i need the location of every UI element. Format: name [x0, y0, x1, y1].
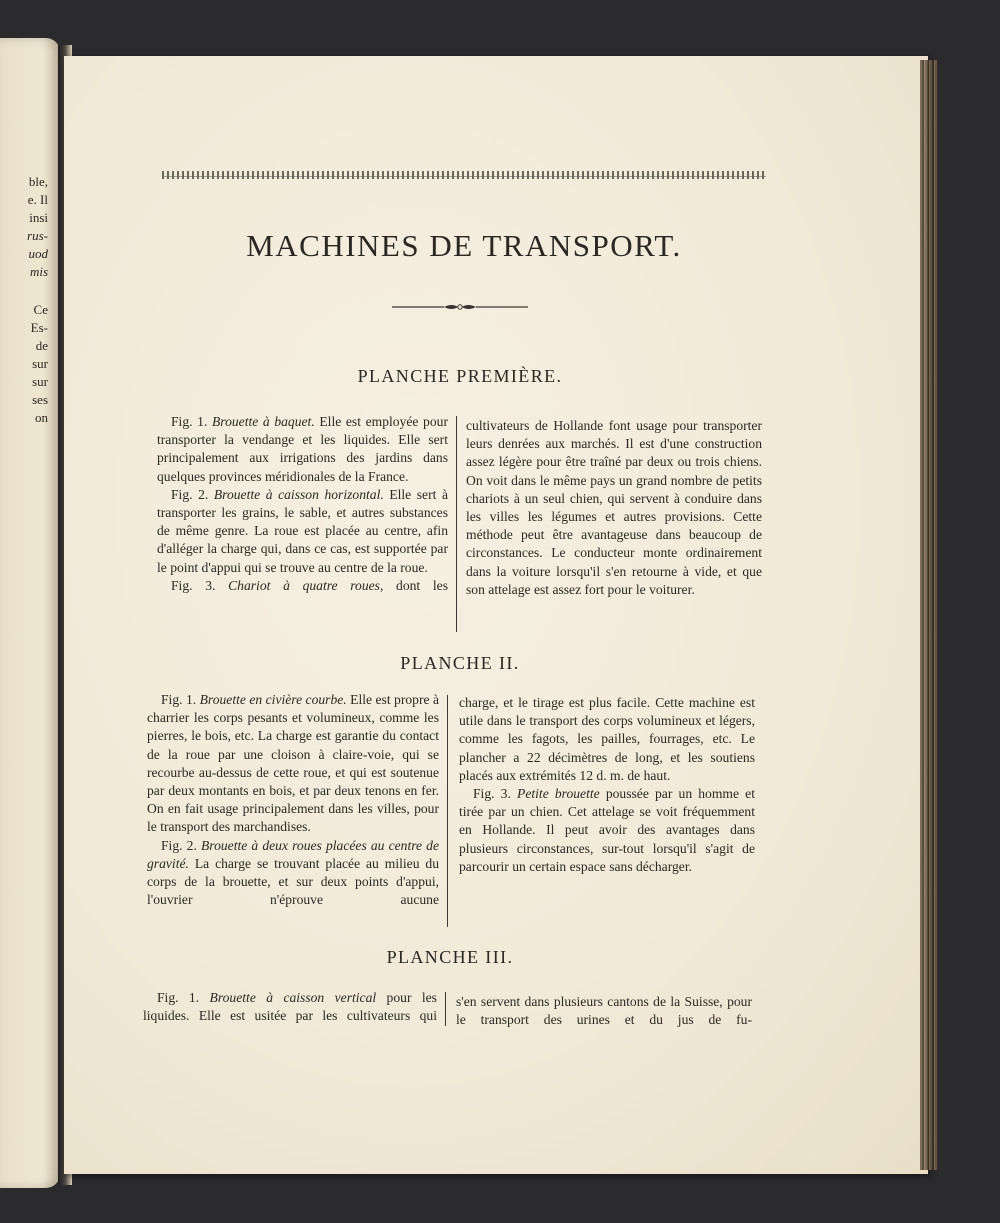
- figure-number: Fig. 2.: [161, 837, 197, 853]
- figure-number: Fig. 3.: [171, 577, 216, 593]
- column-rule: [445, 992, 446, 1026]
- paragraph-text: pour les liquides. Elle est usitée par les cultivateurs qui: [143, 990, 437, 1024]
- left-page-fragment: de: [35, 338, 48, 353]
- left-page-fragment: insi: [29, 210, 48, 225]
- paragraph-text: La charge se trouvant placée au milieu du corps de la brouette, et sur deux points d'appui, l'ouvrier n'éprouve aucune: [147, 855, 439, 908]
- section-heading: PLANCHE III.: [386, 947, 514, 967]
- left-page-fragment: uod: [28, 246, 48, 261]
- figure-number: Fig. 3.: [473, 786, 511, 802]
- figure-caption: Brouette à deux roues placées au centre de gravité.: [147, 837, 439, 871]
- figure-number: Fig. 1.: [157, 990, 200, 1005]
- ornament-divider: [392, 300, 528, 314]
- text-column-right: [459, 694, 755, 876]
- page-title: MACHINES DE TRANSPORT.: [246, 228, 682, 263]
- figure-caption: Brouette à baquet.: [211, 414, 315, 429]
- left-page-fragment: sur: [32, 374, 48, 389]
- section-heading: PLANCHE II.: [400, 653, 520, 673]
- page-edge: [920, 60, 938, 1170]
- paragraph-text: , dont les: [379, 577, 448, 593]
- figure-paragraph: [459, 785, 755, 876]
- left-facing-page: [0, 38, 60, 1188]
- paragraph-text: poussée par un homme et tirée par un chien. Cet attelage se voit fréquemment en Hollande. Il peut avoir des avantages dans plusieurs circonstances, sur-tout lorsqu'il s'agit de parcourir un certain espace sans décharger.: [459, 786, 755, 874]
- left-page-fragment: mis: [29, 264, 48, 279]
- figure-caption: Brouette en civière courbe.: [199, 692, 347, 707]
- left-page-fragment: sur: [32, 356, 48, 371]
- column-rule: [456, 416, 457, 632]
- section-heading: PLANCHE PREMIÈRE.: [357, 366, 563, 386]
- figure-number: Fig. 1.: [161, 692, 197, 707]
- decorative-border: [162, 171, 766, 179]
- paragraph-text: Elle sert à transporter les grains, le sable, et autres substances de même genre. La roue est placée au centre, afin d'alléger la charge qui, dans ce cas, est supportée par le point d'appui qui se trouve au centre de la roue.: [157, 486, 448, 575]
- figure-paragraph: [157, 486, 448, 577]
- figure-paragraph: [143, 989, 437, 1025]
- paragraph-text: cultivateurs de Hollande font usage pour transporter leurs denrées aux marchés. Il est d'une construction assez légère pour être traîné par deux ou trois chiens. On voit dans le même pays un grand nombre de petits chariots à un seul chien, qui servent à conduire dans les villes les légumes et autres provisions. Cette méthode peut être avantageuse dans beaucoup de circonstances. Le conducteur monte ordinairement dans la voiture lorsqu'il s'en retourne à vide, et que son attelage est assez fort pour le voiturer.: [466, 418, 762, 597]
- text-column-right: [456, 993, 752, 1029]
- left-page-fragment: ble,: [28, 174, 48, 189]
- paragraph-text: s'en servent dans plusieurs cantons de la Suisse, pour le transport des urines et du jus de fu-: [456, 994, 752, 1028]
- text-column-left: [143, 989, 437, 1025]
- figure-paragraph: [147, 691, 439, 837]
- left-page-fragment: e. Il: [27, 192, 48, 207]
- left-page-fragment: ses: [32, 392, 48, 407]
- figure-number: Fig. 1.: [171, 414, 208, 429]
- figure-caption: Petite brouette: [517, 786, 600, 802]
- figure-paragraph: [157, 577, 448, 595]
- figure-number: Fig. 2.: [171, 486, 209, 502]
- figure-caption: Brouette à caisson vertical: [209, 990, 377, 1005]
- figure-paragraph: [157, 413, 448, 486]
- left-page-fragment: rus-: [27, 228, 48, 243]
- left-page-fragment: Ce: [33, 302, 48, 317]
- column-rule: [447, 695, 448, 927]
- text-column-left: [157, 413, 448, 595]
- left-page-fragment: Es-: [30, 320, 48, 335]
- paragraph-text: charge, et le tirage est plus facile. Cette machine est utile dans le transport des corps volumineux et légers, comme les fagots, les pailles, fourrages, etc. Le plancher a 22 décimètres de long, et les soutiens placés aux extrémités 12 d. m. de haut.: [459, 695, 755, 783]
- text-column-left: [147, 691, 439, 909]
- paragraph-text: Elle est propre à charrier les corps pesants et volumineux, comme les pierres, le bois, etc. La charge est garantie du contact de la roue par une cloison à claire-voie, qui se recourbe au-dessus de cette roue, et qui est soutenue par deux montants en bois, et par deux tenons en fer. On en fait usage principalement dans les villes, pour le transport des marchandises.: [147, 692, 439, 835]
- figure-caption: Chariot à quatre roues: [228, 577, 380, 593]
- text-column-right: [466, 417, 762, 599]
- figure-caption: Brouette à caisson horizontal.: [213, 486, 384, 502]
- paragraph-text: Elle est employée pour transporter la vendange et les liquides. Elle sert principalement aux irrigations des jardins dans quelques provinces méridionales de la France.: [157, 414, 448, 484]
- figure-paragraph: [147, 837, 439, 910]
- left-page-fragment: on: [35, 410, 48, 425]
